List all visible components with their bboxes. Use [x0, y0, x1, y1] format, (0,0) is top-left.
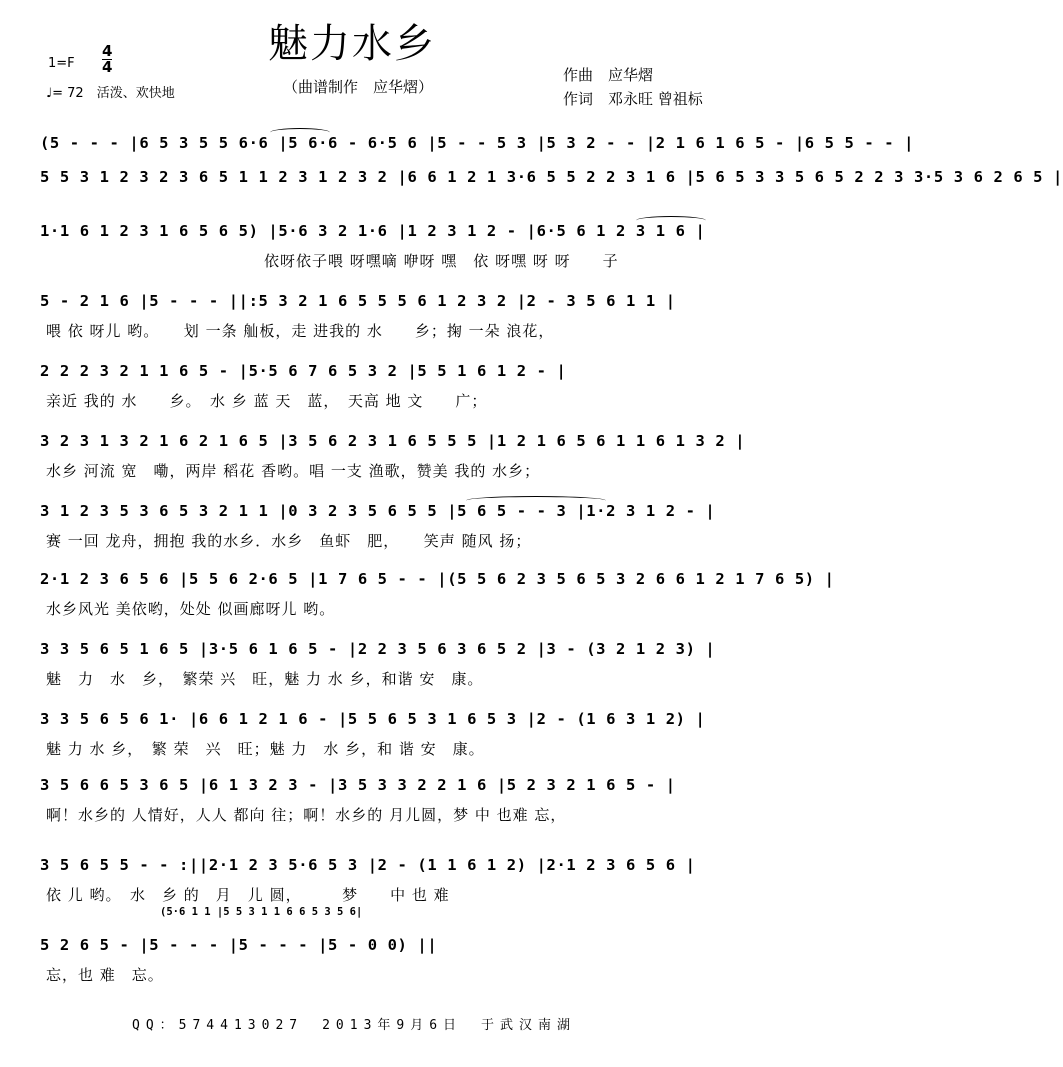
- notes-line-7: 3 1 2 3 5 3 6 5 3 2 1 1 |0 3 2 3 5 6 5 5 |5 6 5 - - 3 |1·2 3 1 2 - |: [40, 502, 716, 520]
- lyric-line-4: 水乡 河流 宽 嘞，两岸 稻花 香哟。唱 一支 渔歌，赞美 我的 水乡；: [46, 462, 541, 480]
- lyric-line-8: 魅 力 水 乡， 繁 荣 兴 旺；魅 力 水 乡，和 谐 安 康。: [46, 740, 485, 758]
- time-signature-top: 4: [102, 42, 113, 60]
- slur-arc: [466, 496, 606, 505]
- notes-line-10: 3 3 5 6 5 6 1· |6 6 1 2 1 6 - |5 5 6 5 3 1 6 5 3 |2 - (1 6 3 1 2) |: [40, 710, 706, 728]
- lyricist-credit: 作词 邓永旺 曾祖标: [563, 90, 703, 108]
- footer-credit: QQ：574413027 2013年9月6日 于武汉南湖: [132, 1018, 577, 1033]
- slur-arc: [636, 216, 706, 225]
- notes-line-8: 2·1 2 3 6 5 6 |5 5 6 2·6 5 |1 7 6 5 - - |(5 5 6 2 3 5 6 5 3 2 6 6 1 2 1 7 6 5) |: [40, 570, 835, 588]
- tempo-marking: ♩= 72 活泼、欢快地: [46, 86, 175, 101]
- lyric-line-5: 赛 一回 龙舟，拥抱 我的水乡．水乡 鱼虾 肥， 笑声 随风 扬；: [46, 532, 532, 550]
- lyric-line-6: 水乡风光 美依哟，处处 似画廊呀儿 哟。: [46, 600, 336, 618]
- time-signature-bottom: 4: [102, 58, 113, 76]
- lyric-line-7: 魅 力 水 乡， 繁荣 兴 旺，魅 力 水 乡，和谐 安 康。: [46, 670, 484, 688]
- notes-line-11: 3 5 6 6 5 3 6 5 |6 1 3 2 3 - |3 5 3 3 2 2 1 6 |5 2 3 2 1 6 5 - |: [40, 776, 676, 794]
- notes-line-13: 5 2 6 5 - |5 - - - |5 - - - |5 - 0 0) ||: [40, 936, 438, 954]
- slur-arc: [270, 128, 330, 137]
- composer-credit: 作曲 应华熠: [563, 66, 654, 84]
- notes-line-12: 3 5 6 5 5 - - :||2·1 2 3 5·6 5 3 |2 - (1 1 6 1 2) |2·1 2 3 6 5 6 |: [40, 856, 696, 874]
- notes-line-3: 1·1 6 1 2 3 1 6 5 6 5) |5·6 3 2 1·6 |1 2 3 1 2 - |6·5 6 1 2 3 1 6 |: [40, 222, 706, 240]
- small-notes-line: (5·6 1 1 |5 5 3 1 1 6 6 5 3 5 6|: [160, 906, 363, 918]
- notes-line-4: 5 - 2 1 6 |5 - - - ||:5 3 2 1 6 5 5 5 6 1 2 3 2 |2 - 3 5 6 1 1 |: [40, 292, 676, 310]
- lyric-line-1: 依呀依子喂 呀嘿嘀 咿呀 嘿 依 呀嘿 呀 呀 子: [264, 252, 619, 270]
- subtitle: （曲谱制作 应华熠）: [283, 78, 434, 96]
- lyric-line-9: 啊！水乡的 人情好，人人 都向 往；啊！水乡的 月儿圆，梦 中 也难 忘，: [46, 806, 567, 824]
- lyric-line-11: 忘，也 难 忘。: [46, 966, 164, 984]
- lyric-line-10: 依 儿 哟。 水 乡 的 月 儿 圆， 梦 中 也 难: [46, 886, 450, 904]
- notes-line-5: 2 2 2 3 2 1 1 6 5 - |5·5 6 7 6 5 3 2 |5 5 1 6 1 2 - |: [40, 362, 567, 380]
- notes-line-6: 3 2 3 1 3 2 1 6 2 1 6 5 |3 5 6 2 3 1 6 5 5 5 |1 2 1 6 5 6 1 1 6 1 3 2 |: [40, 432, 746, 450]
- time-signature: [102, 44, 112, 75]
- notes-line-1: (5 - - - |6 5 3 5 5 6·6 |5 6·6 - 6·5 6 |5 - - 5 3 |5 3 2 - - |2 1 6 1 6 5 - |6 5 5 - - |: [40, 134, 914, 152]
- notes-line-2: 5 5 3 1 2 3 2 3 6 5 1 1 2 3 1 2 3 2 |6 6 1 2 1 3·6 5 5 2 2 3 1 6 |5 6 5 3 3 5 6 5 2 2 3 3·5 3 6 2 6 5 |: [40, 168, 1063, 186]
- key-signature: 1=F: [48, 56, 75, 71]
- notes-line-9: 3 3 5 6 5 1 6 5 |3·5 6 1 6 5 - |2 2 3 5 6 3 6 5 2 |3 - (3 2 1 2 3) |: [40, 640, 716, 658]
- song-title: 魅力水乡: [268, 21, 436, 67]
- lyric-line-3: 亲近 我的 水 乡。 水 乡 蓝 天 蓝， 天高 地 文 广；: [46, 392, 488, 410]
- lyric-line-2: 喂 依 呀儿 哟。 划 一条 舢板，走 进我的 水 乡；掬 一朵 浪花，: [46, 322, 555, 340]
